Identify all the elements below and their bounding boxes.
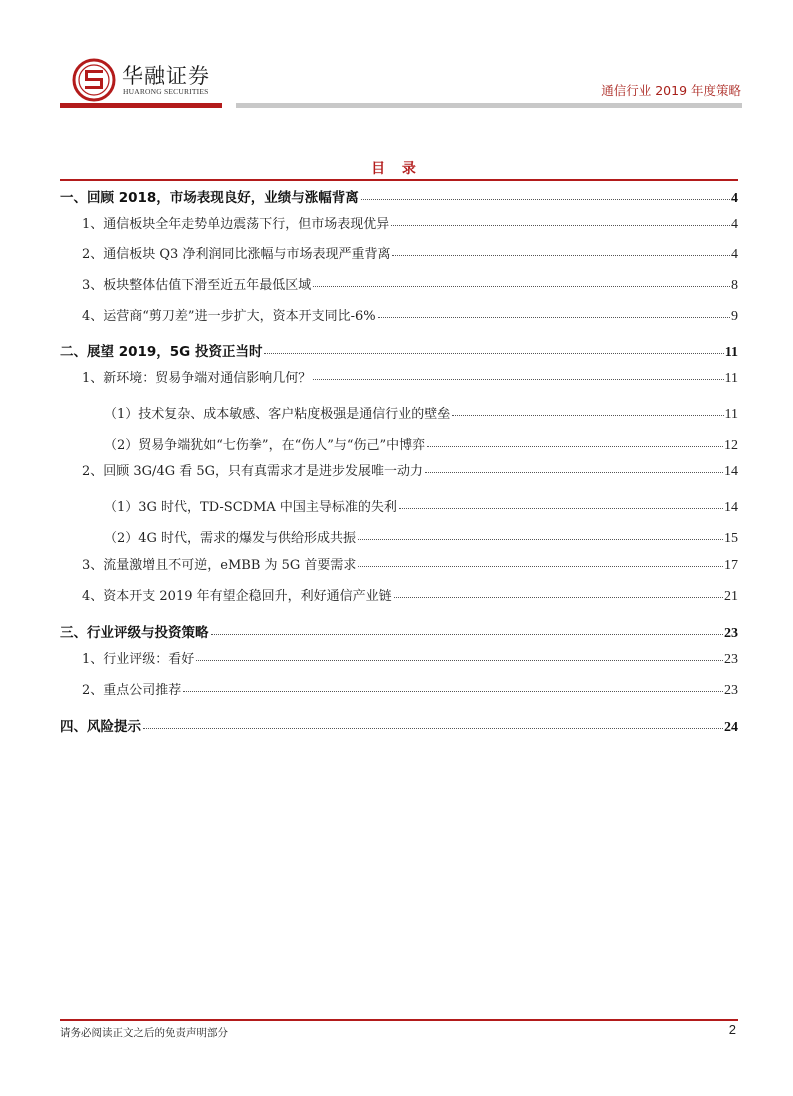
page-header [0,0,793,110]
toc-entry-page: 23 [724,626,738,641]
dot-leader [427,446,723,447]
toc-entry[interactable] [104,434,738,454]
dot-leader [211,634,724,635]
toc-entry-page: 4 [731,191,738,206]
footer-disclaimer: 请务必阅读正文之后的免责声明部分 [60,1027,228,1039]
toc-entry-page: 11 [724,371,738,386]
toc-entry-label: （1）技术复杂、成本敏感、客户粘度极强是通信行业的壁垒 [104,407,451,422]
dot-leader [399,508,723,509]
toc-entry[interactable] [82,243,738,263]
toc-entry[interactable] [82,679,738,699]
toc-entry[interactable] [104,527,738,547]
toc-entry-page: 23 [724,652,738,667]
toc-entry-page: 9 [731,309,738,324]
toc-entry-page: 15 [724,531,738,546]
brand-name: 华融证券 [122,64,210,88]
toc-entry-page: 11 [724,407,738,422]
toc-entry-label: 三、行业评级与投资策略 [60,625,209,641]
toc-entry-label: （2）贸易争端犹如“七伤拳”，在“伤人”与“伤己”中博弈 [104,438,426,453]
toc-entry[interactable] [82,274,738,294]
toc-entry-label: 1、行业评级：看好 [82,652,195,667]
dot-leader [358,566,723,567]
toc-entry[interactable] [82,460,738,480]
toc-entry-page: 8 [731,278,738,293]
toc-entry-label: 3、板块整体估值下滑至近五年最低区域 [82,278,312,293]
brand-name-en: HUARONG SECURITIES [123,87,209,96]
dot-leader [143,728,723,729]
toc-entry-page: 12 [724,438,738,453]
toc-entry[interactable] [60,621,738,641]
toc-entry[interactable] [82,305,738,325]
toc-entry-label: 2、回顾 3G/4G 看 5G，只有真需求才是进步发展唯一动力 [82,464,424,479]
toc-entry-page: 14 [724,500,738,515]
toc-entry-label: （2）4G 时代，需求的爆发与供给形成共振 [104,531,357,546]
toc-entry-label: 四、风险提示 [60,719,141,735]
dot-leader [394,597,723,598]
toc-entry-label: （1）3G 时代，TD-SCDMA 中国主导标准的失利 [104,500,397,515]
header-divider-grey [236,103,742,108]
dot-leader [358,539,723,540]
toc-entry[interactable] [60,340,738,360]
dot-leader [361,199,730,200]
toc-entry[interactable] [104,496,738,516]
toc-entry[interactable] [82,648,738,668]
huarong-logo-icon [72,58,116,102]
toc-entry-page: 23 [724,683,738,698]
dot-leader [183,691,723,692]
toc-entry[interactable] [82,554,738,574]
toc-entry[interactable] [82,367,738,387]
page-number: 2 [728,1022,736,1037]
dot-leader [378,317,730,318]
dot-leader [392,255,730,256]
toc-entry-page: 17 [724,558,738,573]
toc-entry-label: 2、通信板块 Q3 净利润同比涨幅与市场表现严重背离 [82,247,391,262]
toc-entry-label: 一、回顾 2018，市场表现良好，业绩与涨幅背离 [60,190,359,206]
toc-entry-page: 24 [724,720,738,735]
dot-leader [196,660,723,661]
toc-entry-page: 4 [731,247,738,262]
toc-entry-page: 4 [731,217,738,232]
header-divider-red [60,103,222,108]
toc-entry-page: 21 [724,589,738,604]
report-title: 通信行业 2019 年度策略 [601,83,741,98]
toc-entry-page: 14 [724,464,738,479]
dot-leader [425,472,723,473]
toc-entry-page: 11 [724,345,738,360]
toc-entry-label: 2、重点公司推荐 [82,683,182,698]
toc-entry-label: 3、流量激增且不可逆，eMBB 为 5G 首要需求 [82,558,357,573]
toc-title-divider [60,179,738,181]
toc-title: 目 录 [371,161,422,177]
dot-leader [391,225,730,226]
footer-divider [60,1019,738,1021]
toc-entry[interactable] [60,186,738,206]
dot-leader [313,286,730,287]
toc-entry[interactable] [60,715,738,735]
toc-entry-label: 1、通信板块全年走势单边震荡下行，但市场表现优异 [82,217,390,232]
toc-entry[interactable] [104,403,738,423]
toc-entry-label: 1、新环境：贸易争端对通信影响几何？ [82,371,312,386]
toc-entry-label: 二、展望 2019，5G 投资正当时 [60,344,263,360]
toc-entry-label: 4、资本开支 2019 年有望企稳回升，利好通信产业链 [82,589,392,604]
dot-leader [264,353,723,354]
dot-leader [313,379,723,380]
toc-entry[interactable] [82,213,738,233]
toc-entry[interactable] [82,585,738,605]
toc-entry-label: 4、运营商“剪刀差”进一步扩大，资本开支同比-6% [82,309,376,324]
dot-leader [452,415,723,416]
